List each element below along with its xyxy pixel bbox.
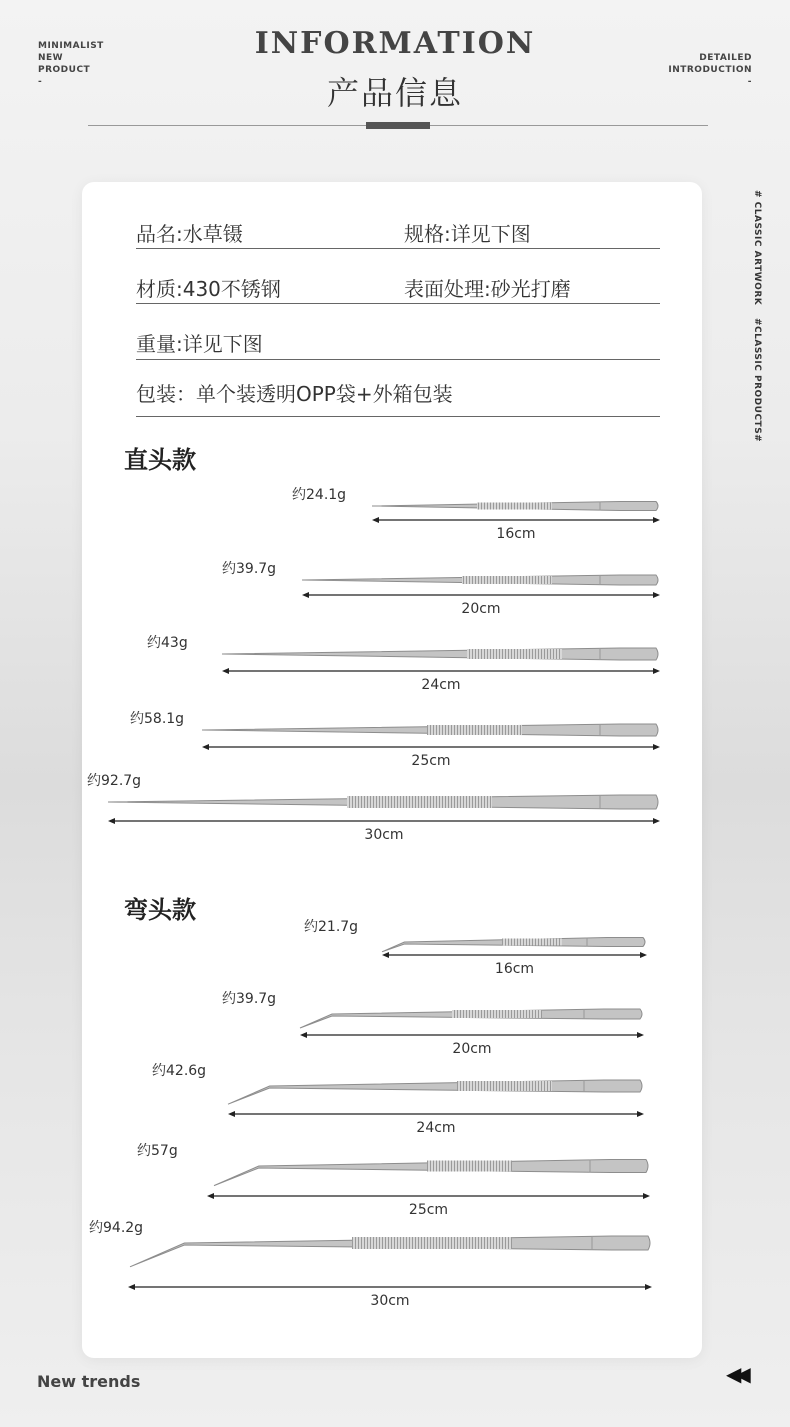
arrow-left — [202, 744, 209, 750]
tweezer-weight: 约39.7g — [222, 561, 277, 577]
arrow-left — [222, 668, 229, 674]
arrow-left — [207, 1193, 214, 1199]
tweezer-grip — [467, 649, 562, 659]
double-chevron-left-icon: ◀◀ — [726, 1362, 745, 1386]
header-accent-bar — [366, 122, 430, 129]
page-title: INFORMATION — [254, 26, 536, 61]
tweezer-weight: 约39.7g — [222, 991, 277, 1007]
header-left-line: - — [38, 77, 43, 87]
tweezer-grip — [352, 1237, 512, 1249]
arrow-left — [300, 1032, 307, 1038]
product-spec: 规格:详见下图 — [404, 222, 531, 246]
arrow-left — [302, 592, 309, 598]
arrow-right — [637, 1032, 644, 1038]
page-subtitle: 产品信息 — [326, 74, 463, 112]
arrow-left — [382, 952, 389, 958]
tweezer-length: 24cm — [416, 1120, 456, 1136]
side-text-artwork: # CLASSIC ARTWORK — [752, 190, 762, 306]
info-divider — [136, 248, 660, 249]
side-vertical-text — [750, 190, 764, 443]
info-divider — [136, 416, 660, 417]
tweezer-body — [228, 1080, 642, 1104]
tweezer-length: 30cm — [370, 1293, 410, 1309]
info-card — [82, 182, 702, 1358]
tweezer-grip — [477, 503, 552, 510]
arrow-right — [653, 668, 660, 674]
tweezer-grip — [502, 939, 562, 946]
tweezer-length: 25cm — [408, 1202, 449, 1218]
tweezer-grip — [457, 1081, 552, 1091]
tweezer-weight: 约24.1g — [292, 487, 347, 503]
tweezer-grip — [427, 725, 522, 735]
tweezer-illustration — [82, 492, 702, 572]
tweezer-weight: 约57g — [137, 1143, 178, 1159]
side-text-products: #CLASSIC PRODUCTS# — [752, 318, 762, 443]
tweezer-body — [222, 648, 658, 660]
header-right-label — [668, 52, 752, 88]
product-packaging: 包装：单个装透明OPP袋+外箱包装 — [136, 382, 453, 406]
header-left-line: PRODUCT — [38, 65, 91, 75]
straight-section-title: 直头款 — [124, 446, 196, 474]
tweezer-weight: 约94.2g — [89, 1220, 144, 1236]
tweezer-grip — [462, 576, 552, 584]
tweezer-weight: 约43g — [147, 635, 188, 651]
arrow-right — [645, 1284, 652, 1290]
header-right-line: - — [747, 77, 752, 87]
arrow-right — [640, 952, 647, 958]
tweezer-length: 20cm — [461, 601, 501, 617]
arrow-left — [108, 818, 115, 824]
tweezer-length: 16cm — [496, 526, 536, 542]
tweezer-grip — [452, 1010, 542, 1018]
arrow-right — [653, 517, 660, 523]
arrow-left — [372, 517, 379, 523]
arrow-left — [128, 1284, 135, 1290]
tweezer-length: 24cm — [421, 677, 461, 693]
arrow-right — [653, 744, 660, 750]
info-divider — [136, 359, 660, 360]
arrow-right — [637, 1111, 644, 1117]
header-right-line: INTRODUCTION — [668, 65, 752, 75]
footer-text: New trends — [37, 1372, 141, 1391]
tweezer-weight: 约92.7g — [87, 773, 142, 789]
arrow-left — [228, 1111, 235, 1117]
product-material: 材质:430不锈钢 — [136, 277, 281, 301]
tweezer-length: 20cm — [452, 1041, 492, 1057]
tweezer-grip — [347, 796, 492, 808]
tweezer-illustration — [82, 928, 702, 1008]
header-right-line: DETAILED — [699, 53, 752, 63]
product-name: 品名:水草镊 — [136, 222, 243, 246]
arrow-right — [643, 1193, 650, 1199]
curved-section-title: 弯头款 — [124, 896, 196, 924]
tweezer-weight: 约21.7g — [304, 919, 359, 935]
arrow-right — [653, 818, 660, 824]
arrow-right — [653, 592, 660, 598]
tweezer-length: 30cm — [364, 827, 404, 843]
header-left-line: NEW — [38, 53, 64, 63]
product-surface: 表面处理:砂光打磨 — [404, 277, 571, 301]
header-left-line: MINIMALIST — [38, 41, 104, 51]
tweezer-grip — [427, 1161, 512, 1172]
tweezer-illustration — [82, 1152, 702, 1232]
tweezer-weight: 约58.1g — [130, 711, 185, 727]
tweezer-weight: 约42.6g — [152, 1063, 207, 1079]
info-divider — [136, 303, 660, 304]
tweezer-length: 25cm — [411, 753, 451, 769]
tweezer-length: 16cm — [494, 961, 535, 977]
product-weight: 重量:详见下图 — [136, 332, 263, 356]
